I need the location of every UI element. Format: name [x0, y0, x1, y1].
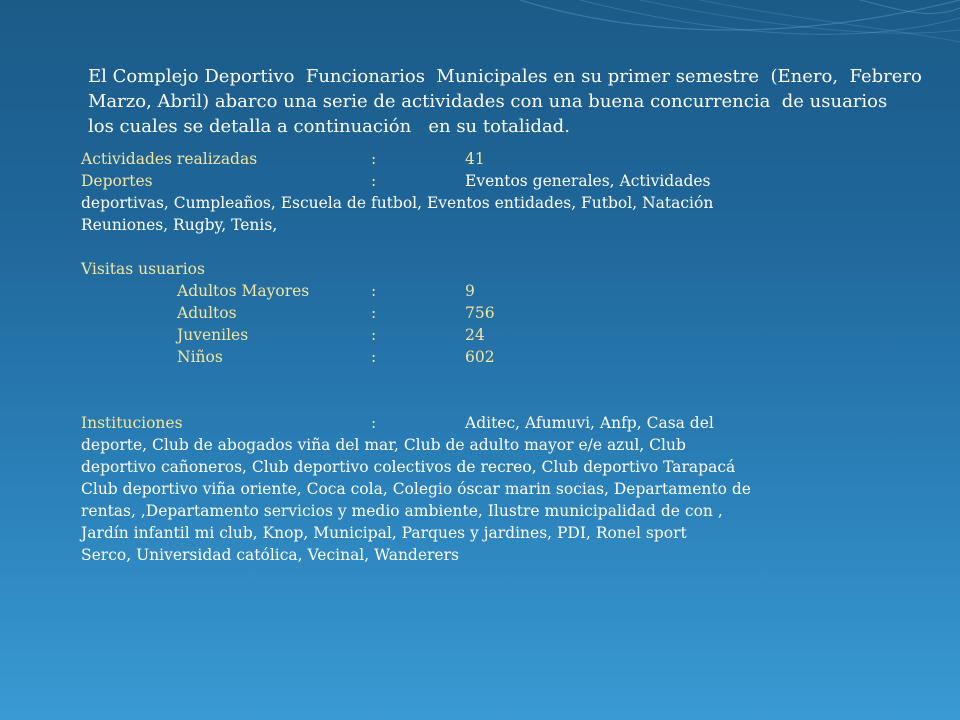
visitas-title: Visitas usuarios — [81, 260, 205, 278]
deportes-label: Deportes — [81, 172, 153, 190]
visitas-colon: : — [371, 348, 377, 366]
intro-line-3: los cuales se detalla a continuación en su totalidad. — [88, 116, 570, 137]
intro-paragraph — [88, 64, 922, 139]
actividades-colon: : — [371, 150, 377, 168]
instituciones-label: Instituciones — [81, 414, 183, 432]
visitas-colon: : — [371, 282, 377, 300]
visitas-colon: : — [371, 304, 377, 322]
visitas-row — [81, 324, 781, 346]
visitas-label: Juveniles — [177, 326, 249, 344]
visitas-value: 9 — [465, 282, 475, 300]
visitas-value: 24 — [465, 326, 485, 344]
instituciones-line: Club deportivo viña oriente, Coca cola, Colegio óscar marin socias, Departamento de — [81, 480, 751, 498]
deportes-colon: : — [371, 172, 377, 190]
deportes-line-2: deportivas, Cumpleaños, Escuela de futbol, Eventos entidades, Futbol, Natación — [81, 194, 714, 212]
instituciones-value: Aditec, Afumuvi, Anfp, Casa del — [465, 414, 714, 432]
visitas-row — [81, 346, 781, 368]
actividades-row — [81, 148, 781, 170]
actividades-label: Actividades realizadas — [81, 150, 258, 168]
visitas-value: 602 — [465, 348, 495, 366]
instituciones-line: deporte, Club de abogados viña del mar, Club de adulto mayor e/e azul, Club — [81, 436, 686, 454]
visitas-label: Adultos Mayores — [177, 282, 310, 300]
instituciones-colon: : — [371, 414, 377, 432]
visitas-label: Adultos — [177, 304, 237, 322]
deportes-line-3: Reuniones, Rugby, Tenis, — [81, 216, 278, 234]
instituciones-line: Serco, Universidad católica, Vecinal, Wanderers — [81, 546, 459, 564]
visitas-label: Niños — [177, 348, 223, 366]
instituciones-line: Jardín infantil mi club, Knop, Municipal, Parques y jardines, PDI, Ronel sport — [81, 524, 687, 542]
instituciones-row — [81, 412, 781, 434]
actividades-value: 41 — [465, 150, 485, 168]
summary-block — [81, 148, 781, 566]
intro-line-2: Marzo, Abril) abarco una serie de actividades con una buena concurrencia de usuarios — [88, 91, 888, 112]
visitas-colon: : — [371, 326, 377, 344]
instituciones-line: rentas, ,Departamento servicios y medio ambiente, Ilustre municipalidad de con , — [81, 502, 723, 520]
visitas-row — [81, 280, 781, 302]
visitas-row — [81, 302, 781, 324]
deportes-row — [81, 170, 781, 192]
visitas-value: 756 — [465, 304, 495, 322]
instituciones-line: deportivo cañoneros, Club deportivo colectivos de recreo, Club deportivo Tarapacá — [81, 458, 736, 476]
intro-line-1: El Complejo Deportivo Funcionarios Municipales en su primer semestre (Enero, Febrero — [88, 66, 922, 87]
deportes-value: Eventos generales, Actividades — [465, 172, 711, 190]
